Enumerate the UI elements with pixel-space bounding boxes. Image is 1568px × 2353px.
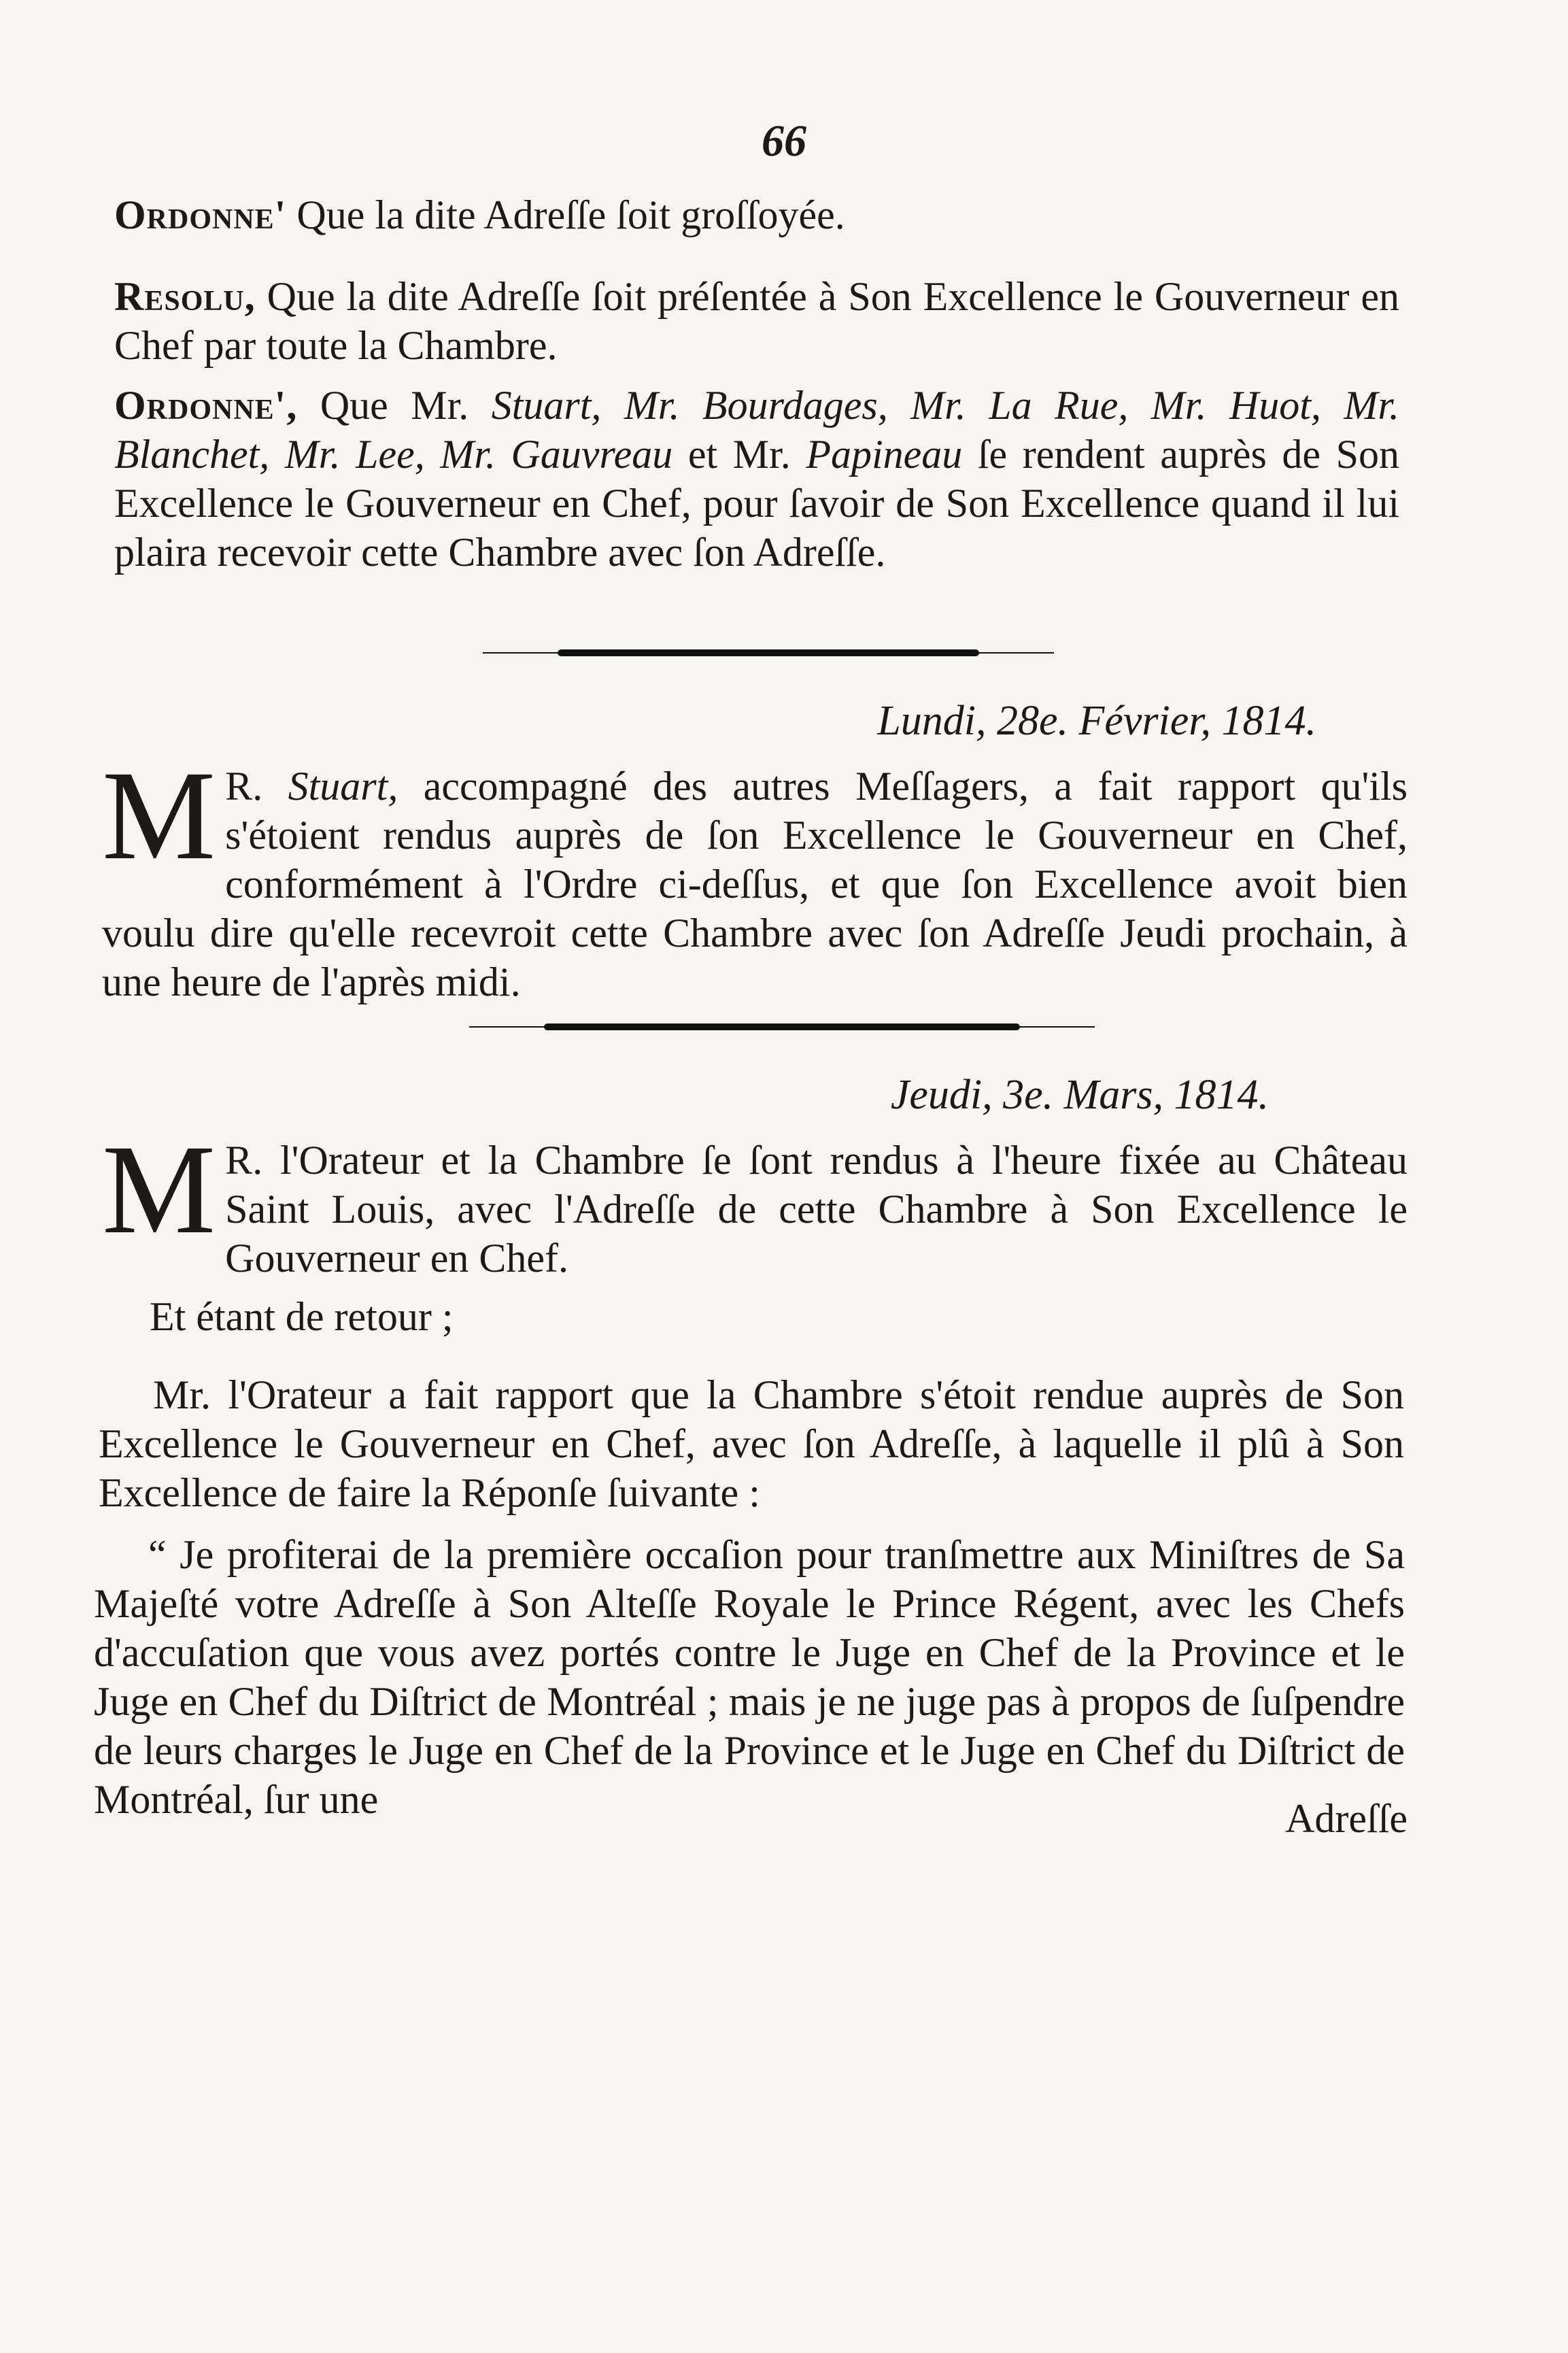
stuart-report-text: accompagné des autres Meſſagers, a fait rapport qu'ils s'étoient rendus auprès de ſon Excellence le Gouverneur en Chef, conformément à l'Ordre ci-deſſus, et que ſon Excellence avoit bien voulu dire qu'elle recevroit cette Chambre avec ſon Adreſſe Jeudi prochain, à une heure de l'après midi. [102, 764, 1408, 1004]
stuart-r: R. [225, 764, 263, 809]
stuart-name: Stuart, [288, 764, 398, 809]
ordonne-text-2: ſe rendent auprès de Son Excellence le Gouverneur en Chef, pour ſavoir de Son Excellence quand il lui plaira recevoir cette Chambre avec ſon Adreſſe. [114, 432, 1399, 575]
ordonne-label: Ordonne' [114, 192, 287, 237]
stuart-report-paragraph [102, 744, 1408, 1006]
governor-reply-quote: “ Je profiterai de la première occaſion pour tranſmettre aux Miniſtres de Sa Majeſté votre Adreſſe à Son Alteſſe Royale le Prince Régent, avec les Chefs d'accuſation que vous avez portés contre le Juge en Chef de la Province et le Juge en Chef du Diſtrict de Montréal ; mais je ne juge pas à propos de ſuſpendre de leurs charges le Juge en Chef de la Province et le Juge en Chef du Diſtrict de Montréal, ſur une [94, 1532, 1405, 1822]
ordonne-paragraph-1 [114, 190, 1427, 239]
orateur-paragraph [102, 1118, 1408, 1283]
orateur-text: R. l'Orateur et la Chambre ſe ſont rendus à l'heure fixée au Château Saint Louis, avec l'Adreſſe de cette Chambre à Son Excellence le Gouverneur en Chef. [225, 1138, 1408, 1281]
ordonne-paragraph-2 [114, 381, 1399, 577]
section-divider-2 [544, 1023, 1020, 1030]
ordonne-label-2: Ordonne', [114, 383, 298, 428]
drop-cap-m: M [102, 744, 216, 886]
catchword: Adreſſe [1285, 1796, 1408, 1841]
ordonne-que: Que Mr. [320, 383, 469, 428]
resolu-paragraph [114, 272, 1399, 370]
date-lundi: Lundi, 28e. Février, 1814. [877, 698, 1316, 744]
date-jeudi: Jeudi, 3e. Mars, 1814. [890, 1072, 1269, 1118]
section-divider-1 [558, 649, 979, 656]
report-paragraph: Mr. l'Orateur a fait rapport que la Chambre s'étoit rendue auprès de Son Excellence le Gouverneur en Chef, avec ſon Adreſſe, à laquelle il plû à Son Excellence de faire la Réponſe ſuivante : [99, 1372, 1404, 1515]
drop-cap-m-2: M [102, 1118, 216, 1260]
messenger-names: Stuart, Mr. Bourdages, Mr. La Rue, Mr. Huot, Mr. Blanchet, Mr. Lee, Mr. Gauvreau [114, 383, 1400, 477]
resolu-text: Que la dite Adreſſe ſoit préſentée à Son Excellence le Gouverneur en Chef par toute la Chambre. [114, 274, 1399, 368]
ordonne-et: et Mr. [687, 432, 791, 477]
messenger-name-last: Papineau [806, 432, 963, 477]
retour-line: Et étant de retour ; [150, 1294, 454, 1339]
ordonne-text: Que la dite Adreſſe ſoit groſſoyée. [296, 192, 845, 237]
page-number: 66 [762, 116, 806, 166]
resolu-label: Resolu, [114, 274, 256, 319]
